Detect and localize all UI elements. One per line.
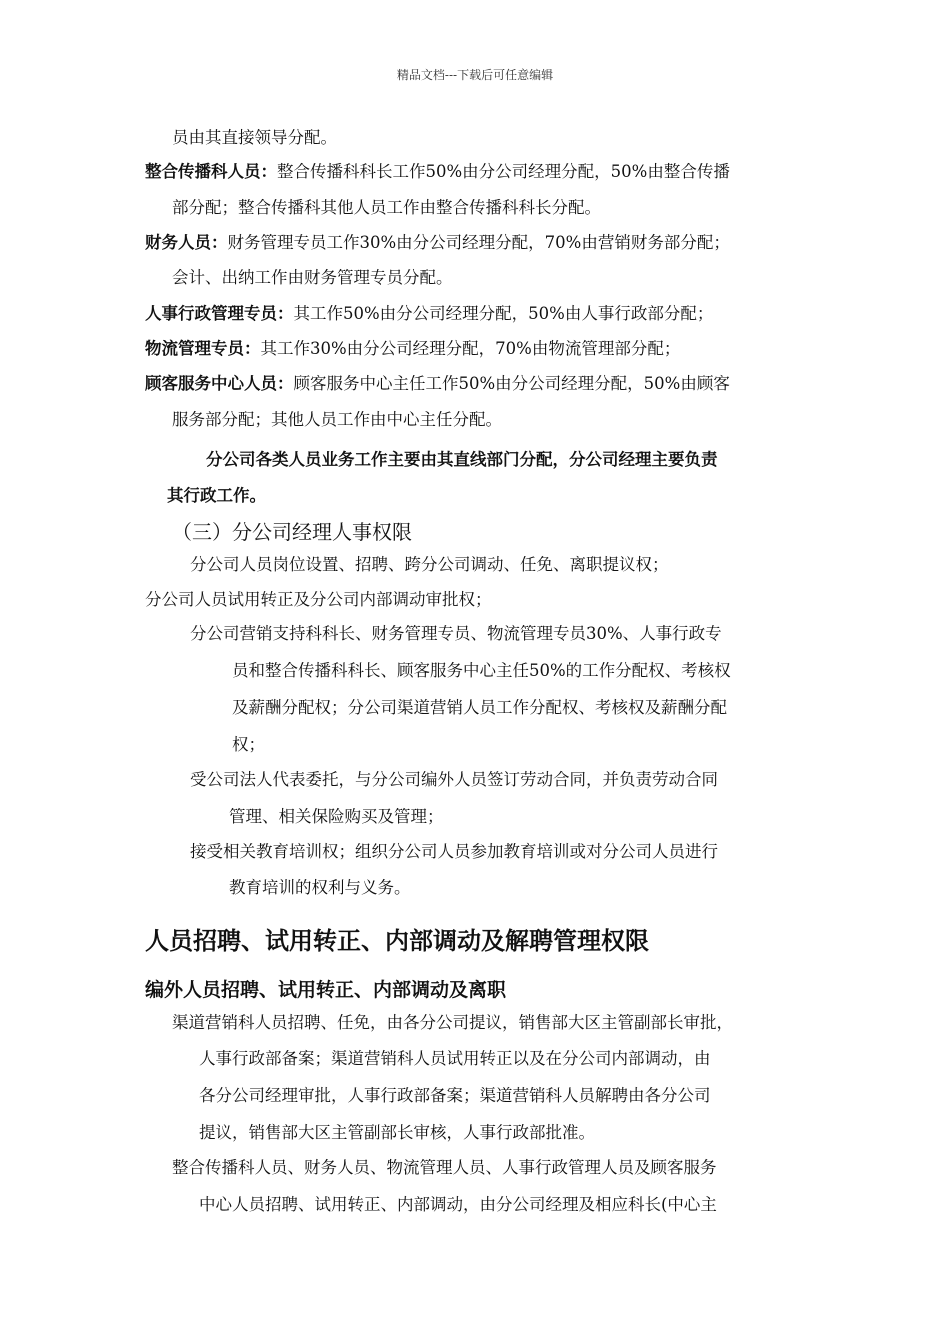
authority-item: 分公司人员试用转正及分公司内部调动审批权；: [145, 590, 492, 609]
logistics-specialist-line: [145, 339, 680, 359]
paragraph-line: 服务部分配；其他人员工作由中心主任分配。: [172, 410, 502, 429]
hr-admin-specialist-label: 人事行政管理专员：: [145, 304, 294, 323]
section-heading: （三）分公司经理人事权限: [172, 520, 412, 544]
logistics-specialist-text: 其工作30%由分公司经理分配，70%由物流管理部分配；: [260, 339, 681, 358]
authority-item: 分公司人员岗位设置、招聘、跨分公司调动、任免、离职提议权；: [190, 555, 669, 574]
integrated-comm-staff-text: 整合传播科科长工作50%由分公司经理分配，50%由整合传播: [277, 162, 730, 181]
paragraph-line: 提议，销售部大区主管副部长审核，人事行政部批准。: [199, 1123, 595, 1142]
authority-item: 接受相关教育培训权；组织分公司人员参加教育培训或对分公司人员进行: [190, 842, 718, 861]
authority-item-cont: 教育培训的权利与义务。: [229, 878, 411, 897]
finance-staff-line: [145, 233, 730, 253]
subsection-heading: 编外人员招聘、试用转正、内部调动及离职: [145, 979, 507, 1001]
finance-staff-label: 财务人员：: [145, 233, 228, 252]
finance-staff-text: 财务管理专员工作30%由分公司经理分配，70%由营销财务部分配；: [227, 233, 730, 252]
paragraph-line: 各分公司经理审批，人事行政部备案；渠道营销科人员解聘由各分公司: [199, 1086, 711, 1105]
authority-item: 受公司法人代表委托，与分公司编外人员签订劳动合同，并负责劳动合同: [190, 770, 718, 789]
customer-service-staff-label: 顾客服务中心人员：: [145, 374, 294, 393]
chapter-heading: 人员招聘、试用转正、内部调动及解聘管理权限: [145, 927, 649, 955]
authority-item-cont: 权；: [232, 735, 265, 754]
hr-admin-specialist-text: 其工作50%由分公司经理分配，50%由人事行政部分配；: [293, 304, 714, 323]
paragraph-line: 部分配；整合传播科其他人员工作由整合传播科科长分配。: [172, 198, 601, 217]
paragraph-line: 渠道营销科人员招聘、任免，由各分公司提议，销售部大区主管副部长审批，: [172, 1013, 733, 1032]
summary-line: 分公司各类人员业务工作主要由其直线部门分配，分公司经理主要负责: [206, 450, 718, 469]
paragraph-line: 会计、出纳工作由财务管理专员分配。: [172, 268, 453, 287]
paragraph-line: 人事行政部备案；渠道营销科人员试用转正以及在分公司内部调动，由: [199, 1049, 711, 1068]
customer-service-staff-line: [145, 374, 730, 394]
authority-item-cont: 管理、相关保险购买及管理；: [229, 807, 444, 826]
paragraph-line: 中心人员招聘、试用转正、内部调动，由分公司经理及相应科长(中心主: [199, 1195, 717, 1214]
page-header: 精品文档---下载后可任意编辑: [396, 68, 554, 82]
authority-item-cont: 及薪酬分配权；分公司渠道营销人员工作分配权、考核权及薪酬分配: [232, 698, 727, 717]
logistics-specialist-label: 物流管理专员：: [145, 339, 261, 358]
integrated-comm-staff-line: [145, 162, 730, 182]
hr-admin-specialist-line: [145, 304, 713, 324]
authority-item-cont: 员和整合传播科科长、顾客服务中心主任50%的工作分配权、考核权: [232, 661, 731, 680]
paragraph-line: 整合传播科人员、财务人员、物流管理人员、人事行政管理人员及顾客服务: [172, 1158, 717, 1177]
integrated-comm-staff-label: 整合传播科人员：: [145, 162, 277, 181]
paragraph-line: 员由其直接领导分配。: [172, 128, 337, 147]
authority-item: 分公司营销支持科科长、财务管理专员、物流管理专员30%、人事行政专: [190, 624, 722, 643]
summary-line: 其行政工作。: [167, 486, 266, 505]
customer-service-staff-text: 顾客服务中心主任工作50%由分公司经理分配，50%由顾客: [293, 374, 730, 393]
